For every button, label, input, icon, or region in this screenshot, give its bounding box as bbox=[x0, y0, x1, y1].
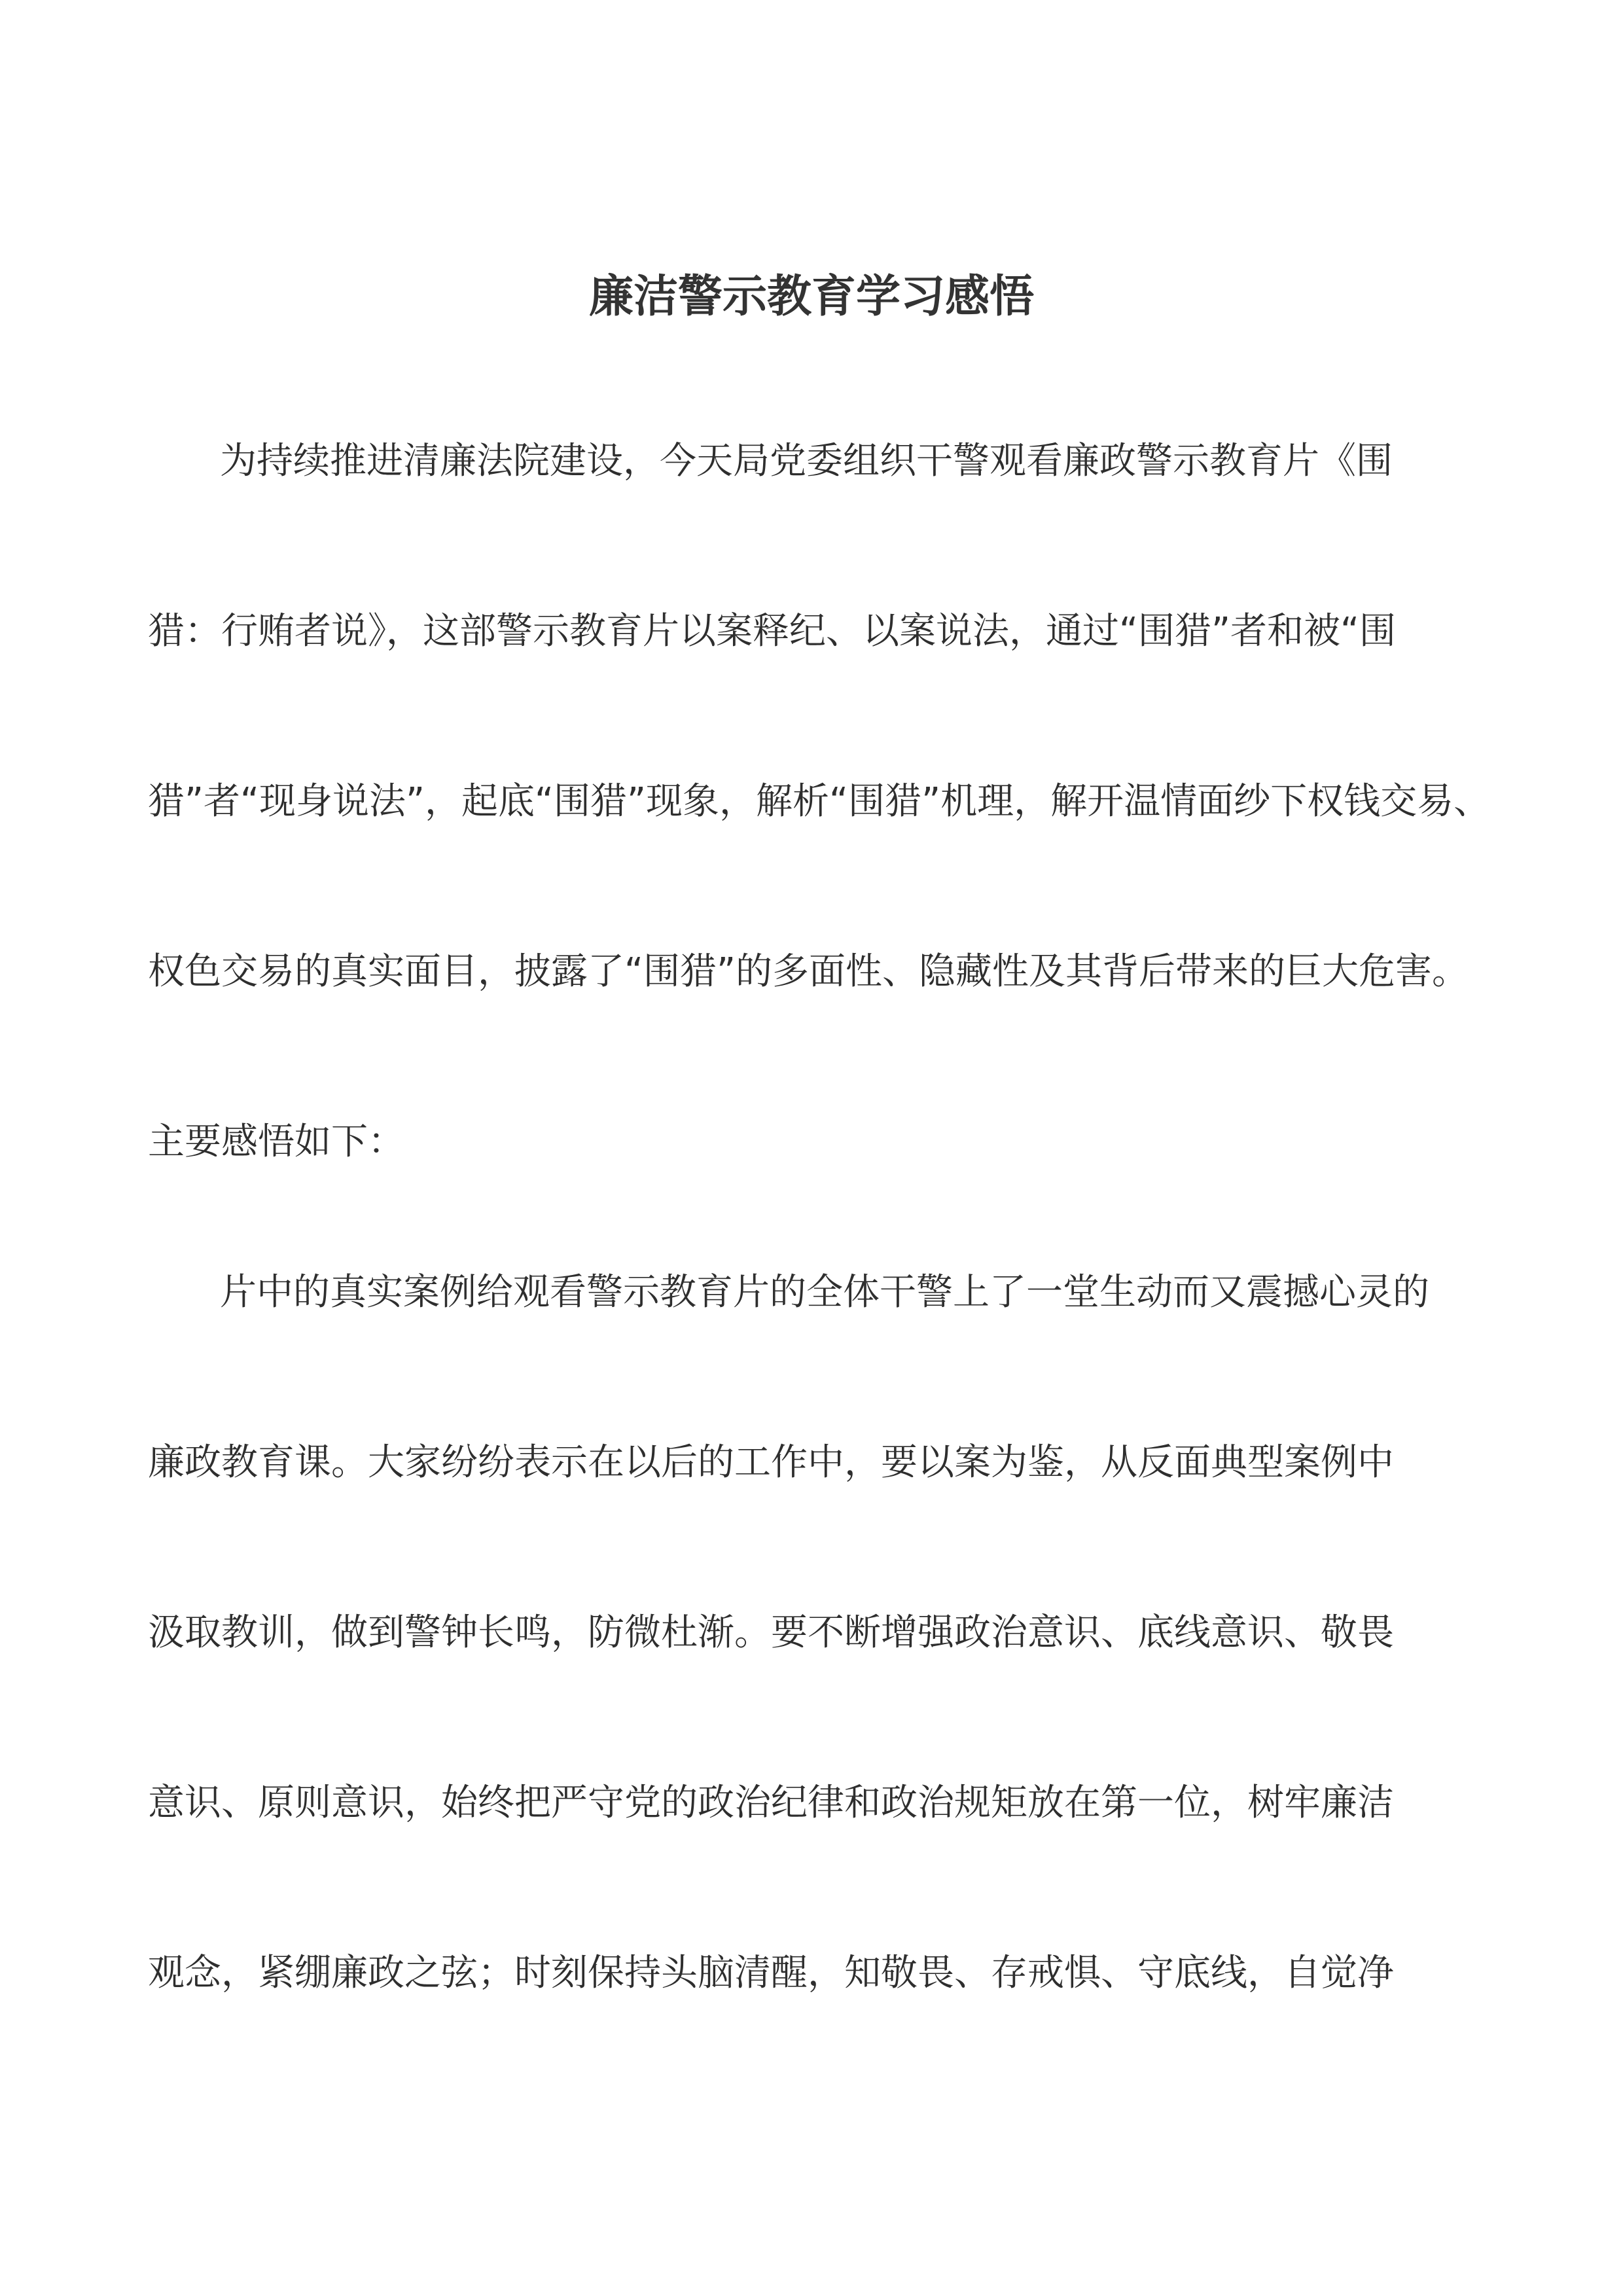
paragraph-1-line-5: 主要感悟如下： bbox=[148, 1121, 404, 1163]
paragraph-2-line-1: 片中的真实案例给观看警示教育片的全体干警上了一堂生动而又震撼心灵的 bbox=[220, 1271, 1429, 1314]
paragraph-1-line-1: 为持续推进清廉法院建设，今天局党委组织干警观看廉政警示教育片《围 bbox=[220, 440, 1393, 482]
document-title: 廉洁警示教育学习感悟 bbox=[588, 271, 1034, 323]
paragraph-1-line-4: 权色交易的真实面目，披露了“围猎”的多面性、隐藏性及其背后带来的巨大危害。 bbox=[148, 950, 1469, 993]
paragraph-1-line-2: 猎：行贿者说》，这部警示教育片以案释纪、以案说法，通过“围猎”者和被“围 bbox=[148, 610, 1397, 653]
paragraph-1-line-3: 猎”者“现身说法”，起底“围猎”现象，解析“围猎”机理，解开温情面纱下权钱交易、 bbox=[148, 780, 1491, 823]
paragraph-2-line-5: 观念，紧绷廉政之弦；时刻保持头脑清醒，知敬畏、存戒惧、守底线，自觉净 bbox=[148, 1952, 1394, 1994]
paragraph-2-line-3: 汲取教训，做到警钟长鸣，防微杜渐。要不断增强政治意识、底线意识、敬畏 bbox=[148, 1611, 1394, 1654]
paragraph-2-line-4: 意识、原则意识，始终把严守党的政治纪律和政治规矩放在第一位，树牢廉洁 bbox=[148, 1782, 1394, 1824]
paragraph-2-line-2: 廉政教育课。大家纷纷表示在以后的工作中，要以案为鉴，从反面典型案例中 bbox=[148, 1441, 1394, 1484]
